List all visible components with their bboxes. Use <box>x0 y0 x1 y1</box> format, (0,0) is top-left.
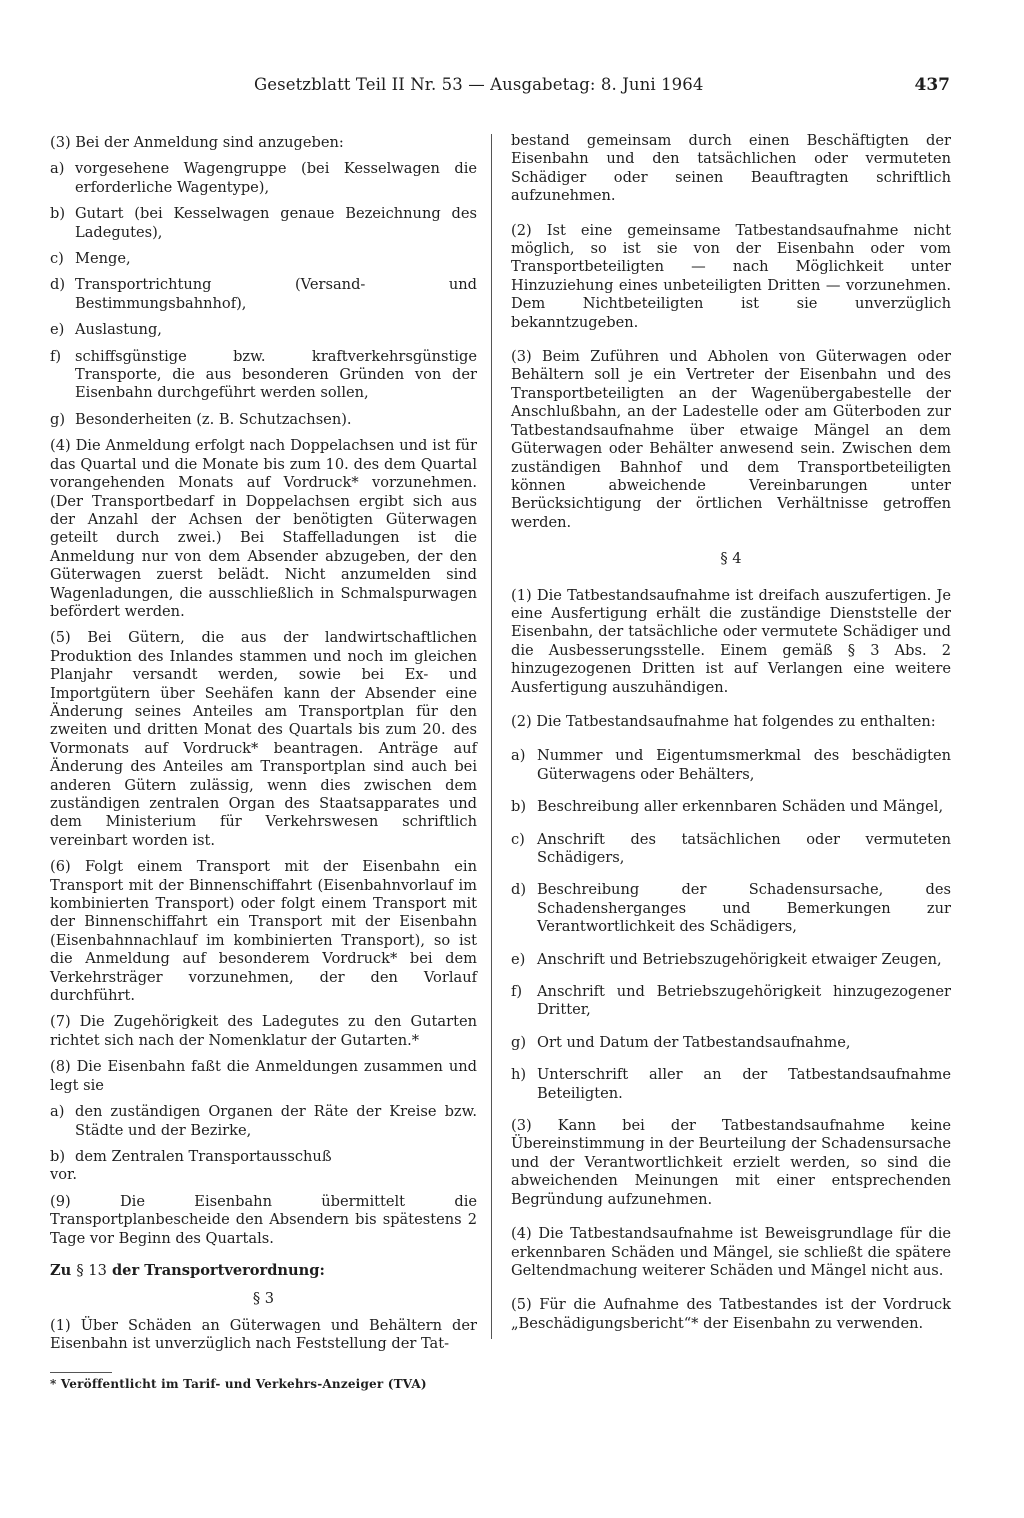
section-4-paragraph-3: (3) Kann bei der Tatbestandsaufnahme keine Übereinstimmung in der Beurteilung der Schadensursache und der Verantwortlichkeit erzielt werden, so sind die abweichenden Meinungen mit einer entsprechenden Begründung aufzunehmen. <box>511 1117 951 1208</box>
list-text: schiffsgünstige bzw. kraftverkehrsgünstige Transporte, die aus besonderen Gründen von der Eisenbahn durchgeführt werden sollen, <box>75 347 477 402</box>
paragraph-7: (7) Die Zugehörigkeit des Ladegutes zu den Gutarten richtet sich nach der Nomenklatur der Gutarten.* <box>50 1013 477 1049</box>
paragraph-8-end: vor. <box>50 1166 78 1184</box>
list-label: h) <box>511 1066 527 1084</box>
section-4-paragraph-1: (1) Die Tatbestandsaufnahme ist dreifach auszufertigen. Je eine Ausfertigung erhält die zuständige Dienststelle der Eisenbahn, der tatsächliche oder vermutete Schädiger und die Ausbesserungsstelle. Einem gemäß § 3 Abs. 2 hinzugezogenen Dritten ist auf Verlangen eine weitere Ausfertigung auszuhändigen. <box>511 586 951 696</box>
list-item <box>511 798 951 816</box>
list-label: d) <box>511 881 527 899</box>
paragraph-5: (5) Bei Gütern, die aus der landwirtschaftlichen Produktion des Inlandes stammen und noch im gleichen Planjahr versandt werden, sowie bei Ex- und Importgütern über Seehäfen kann der Absender eine Änderung seines Anteiles am Transportplan für den zweiten und dritten Monat des Quartals bis zum 20. des Vormonats auf Vordruck* beantragen. Anträge auf Änderung des Anteiles am Transportplan sind auch bei anderen Gütern zulässig, wenn dies zwischen dem zuständigen zentralen Organ des Staatsapparates und dem Ministerium für Verkehrswesen schriftlich vereinbart worden ist. <box>50 629 477 849</box>
list-text: dem Zentralen Transportausschuß <box>75 1147 332 1165</box>
list-text: den zuständigen Organen der Räte der Kreise bzw. Städte und der Bezirke, <box>75 1103 477 1139</box>
column-divider <box>491 134 492 1339</box>
list-text: Auslastung, <box>75 321 162 339</box>
list-text: Nummer und Eigentumsmerkmal des beschädigten Güterwagens oder Behälters, <box>537 747 951 783</box>
list-item <box>511 951 951 969</box>
subheading-prefix: Zu <box>50 1261 77 1279</box>
list-text: Menge, <box>75 250 131 268</box>
section-3-paragraph-1-continued: bestand gemeinsam durch einen Beschäftigten der Eisenbahn und den tatsächlichen oder vermuteten Schädiger oder seinen Beauftragten schriftlich aufzunehmen. <box>511 132 951 205</box>
list-text: vorgesehene Wagengruppe (bei Kesselwagen die erforderliche Wagentype), <box>75 160 477 196</box>
list-text: Anschrift und Betriebszugehörigkeit etwaiger Zeugen, <box>537 950 942 968</box>
list-item <box>50 276 477 313</box>
list-item <box>50 160 477 197</box>
list-item <box>50 321 477 339</box>
list-label: a) <box>50 160 65 178</box>
list-label: f) <box>511 983 523 1001</box>
list-item <box>50 250 477 268</box>
list-label: c) <box>511 830 525 848</box>
list-label: f) <box>50 347 62 365</box>
section-4-paragraph-2-intro: (2) Die Tatbestandsaufnahme hat folgendes zu enthalten: <box>511 712 936 730</box>
list-item <box>50 205 477 242</box>
list-label: e) <box>50 321 65 339</box>
list-text: Besonderheiten (z. B. Schutzachsen). <box>75 410 352 428</box>
list-label: a) <box>50 1103 65 1121</box>
footnote: * Veröffentlicht im Tarif- und Verkehrs-Anzeiger (TVA) <box>50 1377 427 1391</box>
list-item <box>511 983 951 1020</box>
page-number: 437 <box>914 75 950 95</box>
list-label: g) <box>511 1033 527 1051</box>
subheading-section: § 13 <box>76 1261 107 1279</box>
list-text: Anschrift und Betriebszugehörigkeit hinzugezogener Dritter, <box>537 983 951 1019</box>
list-item <box>511 1034 951 1052</box>
section-heading: § 4 <box>720 550 742 568</box>
section-3-paragraph-1: (1) Über Schäden an Güterwagen und Behältern der Eisenbahn ist unverzüglich nach Feststellung der Tat- <box>50 1316 477 1353</box>
list-item <box>511 747 951 784</box>
list-label: b) <box>50 1147 66 1165</box>
list-item <box>511 831 951 868</box>
list-text: Ort und Datum der Tatbestandsaufnahme, <box>537 1033 851 1051</box>
section-heading: § 3 <box>252 1290 275 1308</box>
list-label: e) <box>511 950 526 968</box>
paragraph-4: (4) Die Anmeldung erfolgt nach Doppelachsen und ist für das Quartal und die Monate bis zum 10. des dem Quartal vorangehenden Monats auf Vordruck* vorzunehmen. (Der Transportbedarf in Doppelachsen ergibt sich aus der Anzahl der Achsen der benötigten Güterwagen geteilt durch zwei.) Bei Staffelladungen ist die Anmeldung nur von dem Absender abzugeben, der den Güterwagen zuerst belädt. Nicht anzumelden sind Wagenladungen, die ausschließlich in Schmalspurwagen befördert werden. <box>50 437 477 620</box>
list-label: b) <box>511 798 527 816</box>
list-label: d) <box>50 276 66 294</box>
list-text: Gutart (bei Kesselwagen genaue Bezeichnung des Ladegutes), <box>75 205 477 241</box>
subheading-suffix: der Transportverordnung: <box>106 1261 325 1279</box>
list-text: Unterschrift aller an der Tatbestandsaufnahme Beteiligten. <box>537 1066 951 1102</box>
list-text: Anschrift des tatsächlichen oder vermuteten Schädigers, <box>537 830 951 866</box>
list-item <box>50 411 477 429</box>
list-text: Transportrichtung (Versand- und Bestimmungsbahnhof), <box>75 276 477 312</box>
list-item <box>511 881 951 936</box>
left-column <box>50 134 477 1362</box>
paragraph-6: (6) Folgt einem Transport mit der Eisenbahn ein Transport mit der Binnenschiffahrt (Eisenbahnvorlauf im kombinierten Transport) oder folgt einem Transport mit der Binnenschiffahrt ein Transport mit der Eisenbahn (Eisenbahnnachlauf im kombinierten Transport), so ist die Anmeldung auf besonderem Vordruck* bei dem Verkehrsträger vorzunehmen, der den Vorlauf durchführt. <box>50 858 477 1005</box>
paragraph-3-intro: (3) Bei der Anmeldung sind anzugeben: <box>50 134 344 151</box>
list-label: g) <box>50 410 66 428</box>
list-text: Beschreibung aller erkennbaren Schäden und Mängel, <box>537 798 944 816</box>
paragraph-9: (9) Die Eisenbahn übermittelt die Transportplanbescheide den Absendern bis spätestens 2 Tage vor Beginn des Quartals. <box>50 1192 477 1247</box>
section-4-paragraph-5: (5) Für die Aufnahme des Tatbestandes ist der Vordruck „Beschädigungsbericht“* der Eisenbahn zu verwenden. <box>511 1296 951 1332</box>
right-column <box>511 132 951 1349</box>
subheading <box>50 1262 477 1280</box>
list-label: b) <box>50 205 66 223</box>
section-3-paragraph-3: (3) Beim Zuführen und Abholen von Güterwagen oder Behältern soll je ein Vertreter der Eisenbahn und des Transportbeteiligten an der Wagenübergabestelle der Anschlußbahn, an der Ladestelle oder am Güterboden zur Tatbestandsaufnahme über etwaige Mängel an dem Güterwagen oder Behälter anwesend sein. Zwischen dem zuständigen Bahnhof und dem Transportbeteiligten können abweichende Vereinbarungen unter Berücksichtigung der örtlichen Verhältnisse getroffen werden. <box>511 348 951 531</box>
paragraph-8-intro: (8) Die Eisenbahn faßt die Anmeldungen zusammen und legt sie <box>50 1058 477 1094</box>
list-item <box>50 348 477 403</box>
page-header <box>52 75 950 101</box>
list-item <box>50 1148 477 1166</box>
list-label: a) <box>511 747 526 765</box>
section-4-paragraph-4: (4) Die Tatbestandsaufnahme ist Beweisgrundlage für die erkennbaren Schäden und Mängel, sie schließt die spätere Geltendmachung weiterer Schäden und Mängel nicht aus. <box>511 1225 951 1279</box>
list-item <box>511 1066 951 1103</box>
list-label: c) <box>50 250 64 268</box>
list-item <box>50 1103 477 1140</box>
running-title: Gesetzblatt Teil II Nr. 53 — Ausgabetag: 8. Juni 1964 <box>254 75 704 94</box>
footnote-rule <box>50 1372 112 1373</box>
list-text: Beschreibung der Schadensursache, des Schadensherganges und Bemerkungen zur Verantwortlichkeit des Schädigers, <box>537 881 951 936</box>
section-3-paragraph-2: (2) Ist eine gemeinsame Tatbestandsaufnahme nicht möglich, so ist sie von der Eisenbahn oder vom Transportbeteiligten — nach Möglichkeit unter Hinzuziehung eines unbeteiligten Dritten — vorzunehmen. Dem Nichtbeteiligten ist sie unverzüglich bekanntzugeben. <box>511 221 951 331</box>
